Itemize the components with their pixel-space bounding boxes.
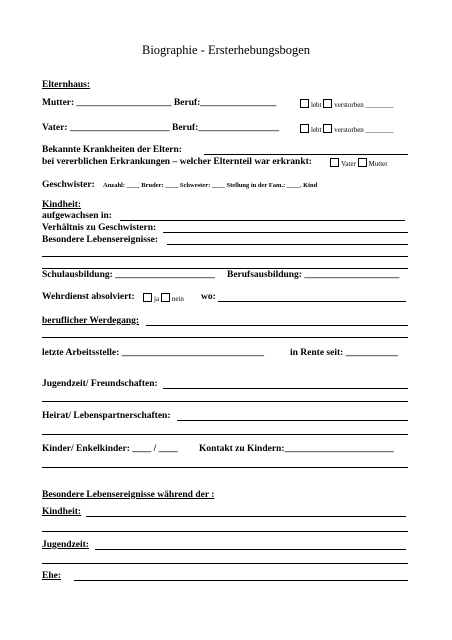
lebt-label: lebt [311, 126, 322, 134]
heirat-line[interactable] [177, 420, 408, 421]
heirat-line-2[interactable] [42, 434, 408, 435]
besondere-heading: Besondere Lebensereignisse während der : [42, 490, 215, 500]
ja-label: ja [154, 295, 160, 303]
erbkrankheit-label: bei vererblichen Erkrankungen – welcher Elternteil war erkrankt: [42, 157, 312, 167]
besondere-jugendzeit-line[interactable] [95, 549, 406, 550]
mutter-option-label: Mutter [368, 160, 388, 168]
krankheiten-label: Bekannte Krankheiten der Eltern: [42, 145, 182, 155]
besondere-kindheit-line[interactable] [86, 516, 406, 517]
section-heading-kindheit: Kindheit: [42, 200, 82, 210]
besondere-jugendzeit-line-2[interactable] [42, 563, 408, 564]
jugendzeit-label: Jugendzeit/ Freundschaften: [42, 379, 158, 389]
vater-option-label: Vater [341, 160, 356, 168]
mutter-erkrankt-checkbox[interactable] [358, 158, 367, 167]
wehrdienst-options [143, 293, 184, 303]
besondere-kindheit-label: Kindheit: [42, 507, 82, 517]
vater-lebt-checkbox[interactable] [300, 124, 309, 133]
werdegang-line-2[interactable] [42, 337, 408, 338]
ereignisse-label: Besondere Lebensereignisse: [42, 235, 159, 245]
jugendzeit-line-2[interactable] [42, 401, 408, 402]
vater-beruf-field[interactable]: Vater: _____________________ Beruf:_________________ [42, 123, 280, 133]
geschwister-detail-fields[interactable]: Anzahl: ____ Bruder: ____ Schwester: ____ Stellung in der Fam.: ____. Kind [103, 182, 318, 189]
ereignisse-line-3[interactable] [42, 268, 408, 269]
verhaeltnis-label: Verhältnis zu Geschwistern: [42, 223, 157, 233]
werdegang-line[interactable] [146, 325, 408, 326]
jugendzeit-line[interactable] [163, 388, 408, 389]
besondere-kindheit-line-2[interactable] [42, 531, 408, 532]
kinder-line-2[interactable] [42, 467, 408, 468]
berufsausbildung-field[interactable]: Berufsausbildung: ____________________ [227, 270, 400, 280]
arbeitsstelle-field[interactable]: letzte Arbeitsstelle: ______________________________ [42, 348, 265, 358]
wo-line[interactable] [218, 301, 406, 302]
mutter-status-blank[interactable]: ________ [365, 101, 394, 109]
kinder-field[interactable]: Kinder/ Enkelkinder: ____ / ____ [42, 444, 178, 454]
kontakt-field[interactable]: Kontakt zu Kindern:_______________________ [199, 444, 394, 454]
aufgewachsen-label: aufgewachsen in: [42, 211, 112, 221]
besondere-jugendzeit-label: Jugendzeit: [42, 540, 89, 550]
verhaeltnis-line[interactable] [163, 232, 408, 233]
erbkrankheit-options [330, 158, 388, 168]
besondere-ehe-label: Ehe: [42, 571, 61, 581]
wehrdienst-ja-checkbox[interactable] [143, 293, 152, 302]
besondere-ehe-line[interactable] [74, 580, 408, 581]
mutter-status-options [300, 99, 394, 109]
ereignisse-line-2[interactable] [42, 256, 408, 257]
schulausbildung-field[interactable]: Schulausbildung: _____________________ [42, 270, 215, 280]
vater-erkrankt-checkbox[interactable] [330, 158, 339, 167]
krankheiten-line[interactable] [204, 154, 408, 155]
vater-verstorben-checkbox[interactable] [323, 124, 332, 133]
section-heading-elternhaus: Elternhaus: [42, 80, 91, 90]
nein-label: nein [171, 295, 184, 303]
mutter-verstorben-checkbox[interactable] [323, 99, 332, 108]
verstorben-label: verstorben [334, 101, 364, 109]
geschwister-label: Geschwister: [42, 180, 95, 190]
ereignisse-line[interactable] [167, 244, 408, 245]
aufgewachsen-line[interactable] [120, 220, 405, 221]
werdegang-label: beruflicher Werdegang: [42, 316, 140, 326]
mutter-lebt-checkbox[interactable] [300, 99, 309, 108]
vater-status-options [300, 124, 394, 134]
page-title: Biographie - Ersterhebungsbogen [141, 43, 310, 57]
vater-status-blank[interactable]: ________ [365, 126, 394, 134]
rente-field[interactable]: in Rente seit: ___________ [290, 348, 398, 358]
verstorben-label: verstorben [334, 126, 364, 134]
lebt-label: lebt [311, 101, 322, 109]
mutter-beruf-field[interactable]: Mutter: ____________________ Beruf:________________ [42, 98, 277, 108]
wo-label: wo: [201, 292, 216, 302]
wehrdienst-nein-checkbox[interactable] [161, 293, 170, 302]
heirat-label: Heirat/ Lebenspartnerschaften: [42, 411, 171, 421]
wehrdienst-label: Wehrdienst absolviert: [42, 292, 135, 302]
